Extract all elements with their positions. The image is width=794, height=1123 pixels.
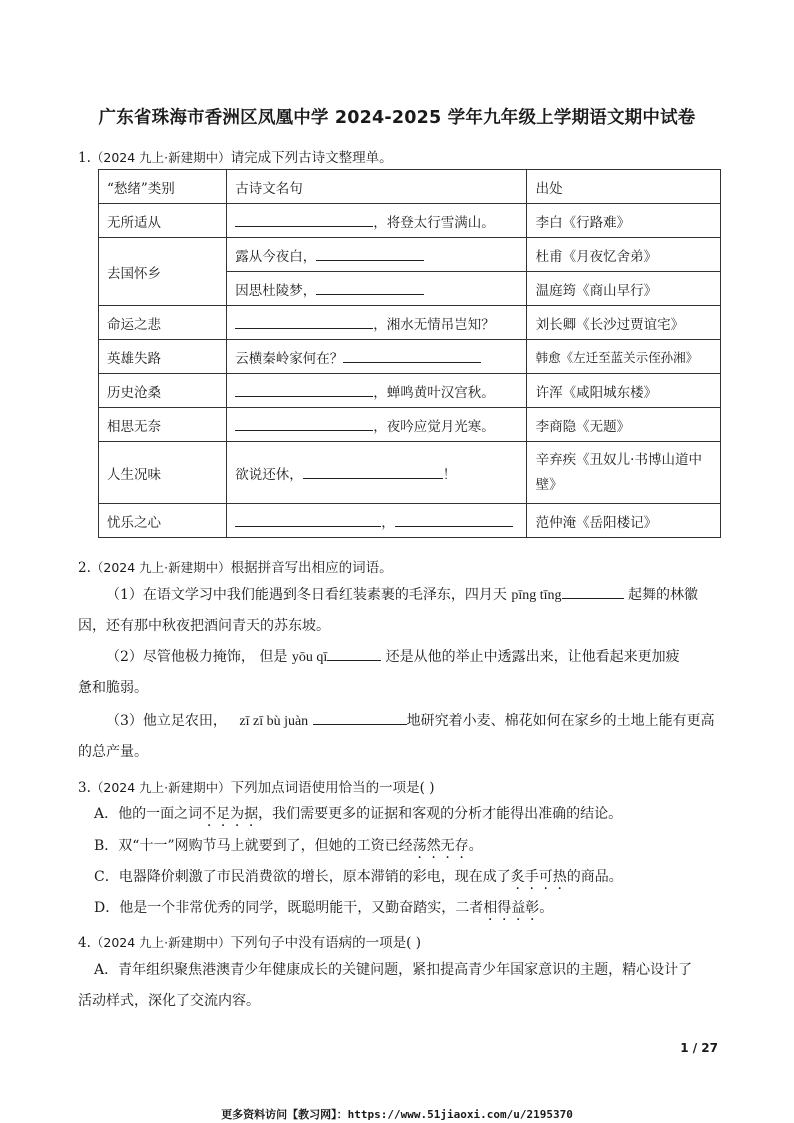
row-source: 李商隐《无题》 bbox=[526, 408, 720, 442]
table-row bbox=[99, 374, 721, 408]
table-row bbox=[99, 306, 721, 340]
poem-table bbox=[98, 169, 721, 538]
header-category: “愁绪”类别 bbox=[99, 170, 227, 204]
row-source: 范仲淹《岳阳楼记》 bbox=[526, 504, 720, 538]
row-category: 英雄失路 bbox=[99, 340, 227, 374]
row-verse bbox=[227, 374, 526, 408]
option-c[interactable]: C．电器降价刺激了市民消费欲的增长，原本滞销的彩电，现在成了炙手可热的商品。 bbox=[94, 869, 623, 885]
answer-blank[interactable] bbox=[343, 348, 481, 363]
question-4-header bbox=[78, 931, 421, 951]
dotted-phrase: 不足为据 bbox=[202, 806, 259, 822]
option-b[interactable]: B．双“十一”网购节马上就要到了，但她的工资已经荡然无存。 bbox=[94, 838, 483, 854]
row-category: 忧乐之心 bbox=[99, 504, 227, 538]
answer-blank[interactable] bbox=[316, 280, 424, 295]
pinyin: yōu qī bbox=[291, 650, 328, 665]
pinyin: zī zī bù juàn bbox=[239, 714, 309, 729]
verse-text: 欲说还休， bbox=[235, 466, 303, 483]
question-3-header bbox=[78, 776, 434, 796]
question-number: 4. bbox=[78, 935, 91, 951]
row-category: 人生况味 bbox=[99, 442, 227, 504]
footer-link[interactable]: 更多资料访问【教习网】：https://www.51jiaoxi.com/u/2195370 bbox=[221, 1108, 573, 1121]
row-verse bbox=[227, 408, 526, 442]
question-prompt: 下列加点词语使用恰当的一项是( ) bbox=[230, 780, 435, 796]
verse-text: ， bbox=[381, 514, 395, 531]
row-category: 相思无奈 bbox=[99, 408, 227, 442]
question-source: （2024 九上·新建期中） bbox=[90, 935, 231, 950]
option-a[interactable]: A．他的一面之词不足为据，我们需要更多的证据和客观的分析才能得出准确的结论。 bbox=[94, 806, 623, 822]
answer-blank[interactable] bbox=[235, 212, 373, 227]
verse-text: 云横秦岭家何在？ bbox=[235, 350, 344, 367]
dotted-phrase: 荡然无存 bbox=[412, 838, 469, 854]
question-2-header bbox=[78, 556, 393, 576]
question-2-item-3: （3）他立足农田， zī zī bù juàn 地研究着小麦、棉花如何在家乡的土地上能有更高 的总产量。 bbox=[78, 706, 718, 768]
verse-text: ，蝉鸣黄叶汉宫秋。 bbox=[373, 384, 495, 401]
row-verse bbox=[227, 306, 526, 340]
row-verse bbox=[227, 340, 526, 374]
question-prompt: 下列句子中没有语病的一项是( ) bbox=[230, 935, 421, 951]
row-verse bbox=[227, 272, 526, 306]
row-source: 辛弃疾《丑奴儿·书博山道中壁》 bbox=[526, 442, 720, 504]
dotted-phrase: 炙手可热 bbox=[510, 869, 567, 885]
answer-blank[interactable] bbox=[327, 646, 381, 661]
row-category: 命运之悲 bbox=[99, 306, 227, 340]
row-source: 刘长卿《长沙过贾谊宅》 bbox=[526, 306, 720, 340]
row-source: 杜甫《月夜忆舍弟》 bbox=[526, 238, 720, 272]
question-4-option-a[interactable]: A．青年组织聚焦港澳青少年健康成长的关键问题，紧扣提高青少年国家意识的主题，精心设计了 活动样式，深化了交流内容。 bbox=[78, 962, 693, 1009]
row-source: 韩愈《左迁至蓝关示侄孙湘》 bbox=[526, 340, 720, 374]
answer-blank[interactable] bbox=[235, 416, 373, 431]
answer-blank[interactable] bbox=[235, 314, 373, 329]
header-verse: 古诗文名句 bbox=[227, 170, 526, 204]
verse-text: ，将登太行雪满山。 bbox=[373, 214, 495, 231]
question-number: 3. bbox=[78, 780, 91, 796]
answer-blank[interactable] bbox=[235, 382, 373, 397]
question-number: 1. bbox=[78, 150, 91, 166]
verse-text: 露从今夜白， bbox=[235, 248, 317, 265]
question-2-item-1: （1）在语文学习中我们能遇到冬日看红装素裹的毛泽东，四月天 pīng tīng 起舞的林徽 因，还有那中秋夜把酒问青天的苏东坡。 bbox=[78, 580, 718, 642]
verse-text: ！ bbox=[442, 466, 457, 483]
table-row bbox=[99, 238, 721, 272]
row-category: 历史沧桑 bbox=[99, 374, 227, 408]
answer-blank[interactable] bbox=[316, 246, 424, 261]
table-row bbox=[99, 504, 721, 538]
row-verse bbox=[227, 238, 526, 272]
question-prompt: 请完成下列古诗文整理单。 bbox=[230, 150, 393, 166]
answer-blank[interactable] bbox=[235, 512, 381, 527]
question-source: （2024 九上·新建期中） bbox=[90, 560, 231, 575]
answer-blank[interactable] bbox=[313, 710, 407, 725]
answer-blank[interactable] bbox=[303, 464, 443, 479]
dotted-phrase: 相得益彰 bbox=[483, 900, 540, 916]
row-verse bbox=[227, 204, 526, 238]
answer-blank[interactable] bbox=[395, 512, 513, 527]
question-2-item-2: （2）尽管他极力掩饰， 但是 yōu qī 还是从他的举止中透露出来，让他看起来更加疲 惫和脆弱。 bbox=[78, 642, 718, 704]
row-source: 温庭筠《商山早行》 bbox=[526, 272, 720, 306]
verse-text: ，夜吟应觉月光寒。 bbox=[373, 418, 495, 435]
row-verse bbox=[227, 442, 526, 504]
question-1-header bbox=[78, 146, 393, 166]
table-row bbox=[99, 442, 721, 504]
question-number: 2. bbox=[78, 560, 91, 576]
table-row bbox=[99, 204, 721, 238]
table-row bbox=[99, 408, 721, 442]
table-header-row bbox=[99, 170, 721, 204]
page-number: 1 / 27 bbox=[680, 1041, 718, 1055]
header-source: 出处 bbox=[526, 170, 720, 204]
pinyin: pīng tīng bbox=[511, 588, 562, 603]
row-source: 许浑《咸阳城东楼》 bbox=[526, 374, 720, 408]
exam-title: 广东省珠海市香洲区凤凰中学 2024-2025 学年九年级上学期语文期中试卷 bbox=[98, 108, 696, 128]
option-d[interactable]: D．他是一个非常优秀的同学，既聪明能干，又勤奋踏实，二者相得益彰。 bbox=[94, 900, 554, 916]
answer-blank[interactable] bbox=[562, 584, 624, 599]
verse-text: 因思杜陵梦， bbox=[235, 282, 317, 299]
question-source: （2024 九上·新建期中） bbox=[90, 780, 231, 795]
row-source: 李白《行路难》 bbox=[526, 204, 720, 238]
question-prompt: 根据拼音写出相应的词语。 bbox=[230, 560, 393, 576]
verse-text: ，湘水无情吊岂知？ bbox=[373, 316, 495, 333]
row-category: 去国怀乡 bbox=[99, 238, 227, 306]
question-source: （2024 九上·新建期中） bbox=[90, 150, 231, 165]
row-category: 无所适从 bbox=[99, 204, 227, 238]
row-verse bbox=[227, 504, 526, 538]
table-row bbox=[99, 340, 721, 374]
